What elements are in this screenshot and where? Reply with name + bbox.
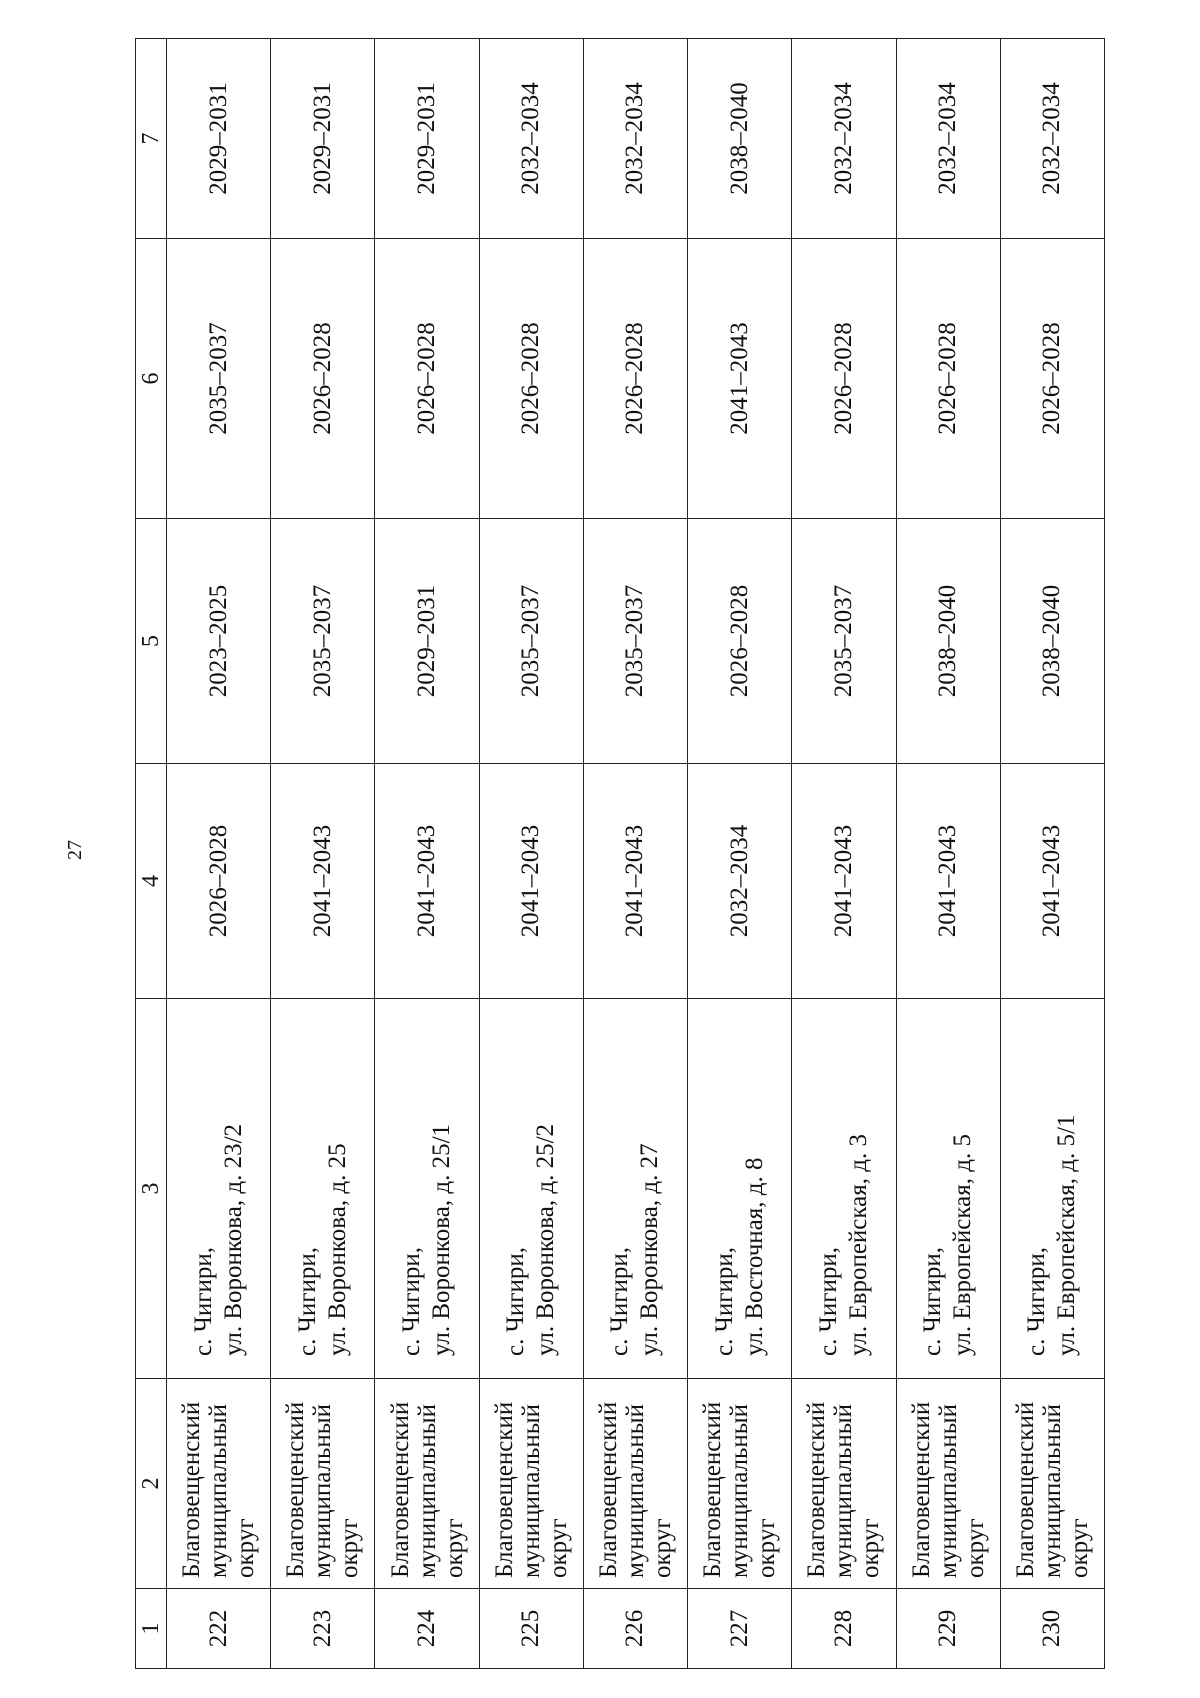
row-number: 228 (792, 1589, 896, 1669)
year-range-cell: 2038–2040 (1000, 519, 1104, 764)
year-range-cell: 2026–2028 (271, 239, 375, 519)
district-cell: Благовещенский муниципальный округ (167, 1379, 271, 1589)
year-range-cell: 2038–2040 (896, 519, 1000, 764)
year-range-cell: 2032–2034 (896, 39, 1000, 239)
address-cell: с. Чигири, ул. Воронкова, д. 25 (271, 999, 375, 1379)
year-range-cell: 2035–2037 (792, 519, 896, 764)
table-row (896, 39, 1000, 1669)
row-number: 222 (167, 1589, 271, 1669)
year-range-cell: 2032–2034 (1000, 39, 1104, 239)
column-header: 3 (136, 999, 167, 1379)
year-range-cell: 2041–2043 (896, 764, 1000, 999)
district-cell: Благовещенский муниципальный округ (688, 1379, 792, 1589)
row-number: 224 (375, 1589, 479, 1669)
table-row (479, 39, 583, 1669)
address-cell: с. Чигири, ул. Европейская, д. 3 (792, 999, 896, 1379)
year-range-cell: 2032–2034 (583, 39, 687, 239)
row-number: 230 (1000, 1589, 1104, 1669)
row-number: 229 (896, 1589, 1000, 1669)
row-number: 227 (688, 1589, 792, 1669)
year-range-cell: 2032–2034 (792, 39, 896, 239)
district-cell: Благовещенский муниципальный округ (792, 1379, 896, 1589)
year-range-cell: 2026–2028 (583, 239, 687, 519)
table-row (583, 39, 687, 1669)
year-range-cell: 2035–2037 (583, 519, 687, 764)
year-range-cell: 2029–2031 (375, 39, 479, 239)
year-range-cell: 2026–2028 (167, 764, 271, 999)
table-row (1000, 39, 1104, 1669)
year-range-cell: 2041–2043 (792, 764, 896, 999)
year-range-cell: 2041–2043 (688, 239, 792, 519)
year-range-cell: 2026–2028 (375, 239, 479, 519)
table-row (792, 39, 896, 1669)
column-header: 5 (136, 519, 167, 764)
year-range-cell: 2035–2037 (271, 519, 375, 764)
year-range-cell: 2023–2025 (167, 519, 271, 764)
year-range-cell: 2029–2031 (375, 519, 479, 764)
year-range-cell: 2041–2043 (375, 764, 479, 999)
column-header: 4 (136, 764, 167, 999)
year-range-cell: 2035–2037 (167, 239, 271, 519)
address-cell: с. Чигири, ул. Европейская, д. 5/1 (1000, 999, 1104, 1379)
year-range-cell: 2032–2034 (479, 39, 583, 239)
year-range-cell: 2026–2028 (792, 239, 896, 519)
district-cell: Благовещенский муниципальный округ (375, 1379, 479, 1589)
year-range-cell: 2041–2043 (479, 764, 583, 999)
page-number: 27 (64, 840, 86, 860)
table-row (271, 39, 375, 1669)
year-range-cell: 2032–2034 (688, 764, 792, 999)
column-header: 6 (136, 239, 167, 519)
schedule-table-wrapper (135, 39, 1105, 1669)
year-range-cell: 2041–2043 (583, 764, 687, 999)
district-cell: Благовещенский муниципальный округ (271, 1379, 375, 1589)
address-cell: с. Чигири, ул. Воронкова, д. 25/1 (375, 999, 479, 1379)
district-cell: Благовещенский муниципальный округ (479, 1379, 583, 1589)
column-header: 1 (136, 1589, 167, 1669)
table-row (167, 39, 271, 1669)
year-range-cell: 2029–2031 (271, 39, 375, 239)
district-cell: Благовещенский муниципальный округ (583, 1379, 687, 1589)
address-cell: с. Чигири, ул. Воронкова, д. 27 (583, 999, 687, 1379)
row-number: 223 (271, 1589, 375, 1669)
header-row (136, 39, 167, 1669)
year-range-cell: 2029–2031 (167, 39, 271, 239)
district-cell: Благовещенский муниципальный округ (1000, 1379, 1104, 1589)
year-range-cell: 2041–2043 (1000, 764, 1104, 999)
year-range-cell: 2026–2028 (1000, 239, 1104, 519)
column-header: 7 (136, 39, 167, 239)
district-cell: Благовещенский муниципальный округ (896, 1379, 1000, 1589)
year-range-cell: 2038–2040 (688, 39, 792, 239)
address-cell: с. Чигири, ул. Воронкова, д. 23/2 (167, 999, 271, 1379)
table-row (688, 39, 792, 1669)
column-header: 2 (136, 1379, 167, 1589)
year-range-cell: 2026–2028 (688, 519, 792, 764)
address-cell: с. Чигири, ул. Воронкова, д. 25/2 (479, 999, 583, 1379)
year-range-cell: 2026–2028 (896, 239, 1000, 519)
year-range-cell: 2026–2028 (479, 239, 583, 519)
year-range-cell: 2035–2037 (479, 519, 583, 764)
row-number: 226 (583, 1589, 687, 1669)
row-number: 225 (479, 1589, 583, 1669)
year-range-cell: 2041–2043 (271, 764, 375, 999)
address-cell: с. Чигири, ул. Европейская, д. 5 (896, 999, 1000, 1379)
address-cell: с. Чигири, ул. Восточная, д. 8 (688, 999, 792, 1379)
table-row (375, 39, 479, 1669)
schedule-table (135, 38, 1105, 1669)
